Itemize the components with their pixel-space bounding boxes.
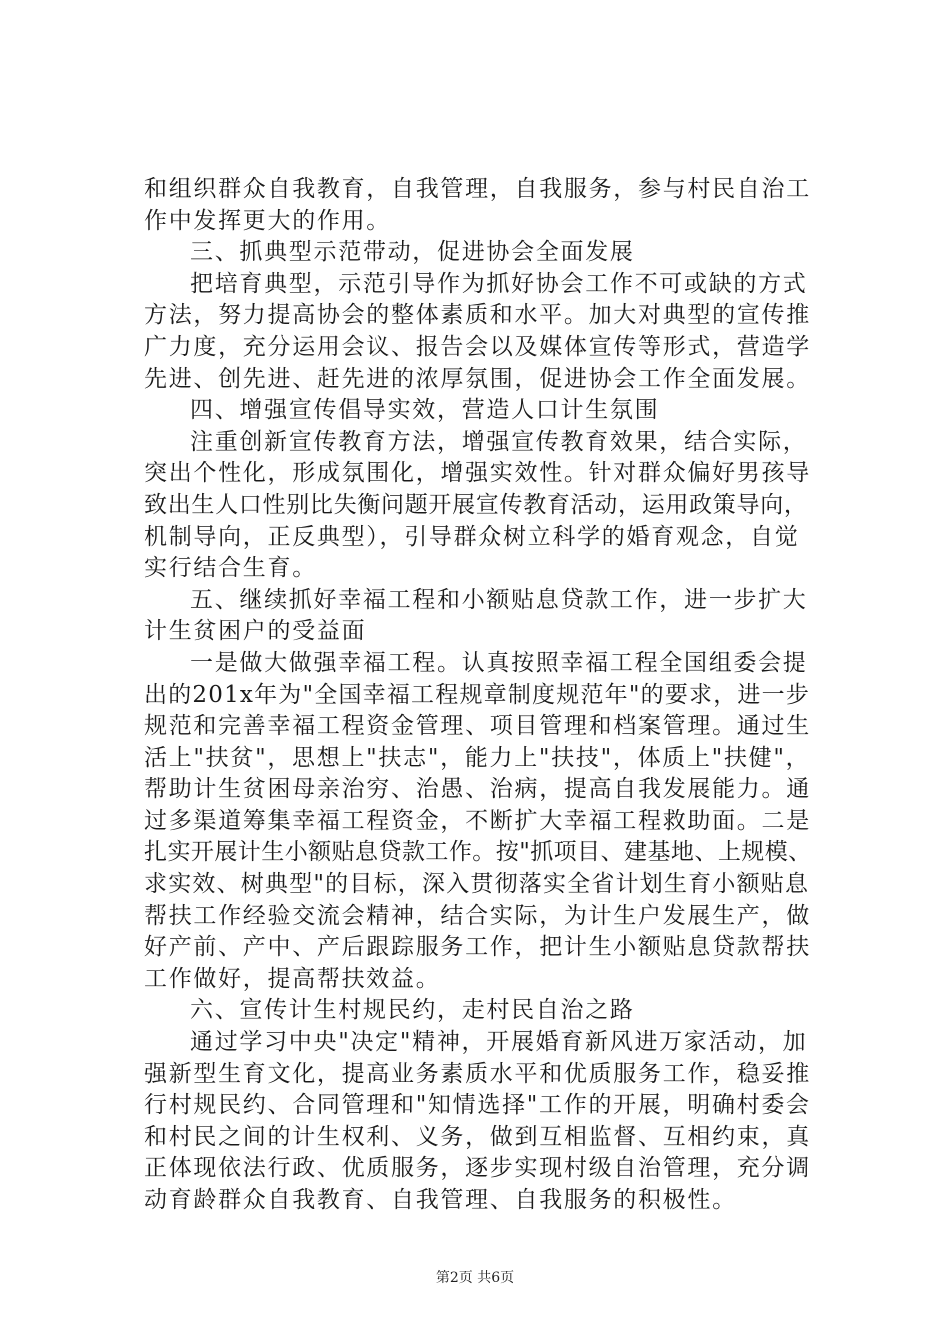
text-line: 四、增强宣传倡导实效，营造人口计生氛围: [190, 397, 660, 424]
text-line: 帮扶工作经验交流会精神，结合实际，为计生户发展生产，做: [144, 902, 811, 929]
text-line: 强新型生育文化，提高业务素质水平和优质服务工作，稳妥推: [144, 1060, 811, 1087]
text-line: 正体现依法行政、优质服务，逐步实现村级自治管理，充分调: [144, 1155, 811, 1182]
text-line: 三、抓典型示范带动，促进协会全面发展: [190, 239, 635, 266]
text-line: 作中发挥更大的作用。: [144, 207, 391, 234]
text-line: 注重创新宣传教育方法，增强宣传教育效果，结合实际，: [190, 428, 808, 455]
text-line: 广力度，充分运用会议、报告会以及媒体宣传等形式，营造学: [144, 333, 811, 360]
text-line: 六、宣传计生村规民约，走村民自治之路: [190, 997, 635, 1024]
text-line: 规范和完善幸福工程资金管理、项目管理和档案管理。通过生: [144, 713, 811, 740]
text-line: 通过学习中央"决定"精神，开展婚育新风进万家活动，加: [190, 1029, 808, 1056]
text-line: 扎实开展计生小额贴息贷款工作。按"抓项目、建基地、上规模、: [144, 839, 812, 866]
text-line: 出的201x年为"全国幸福工程规章制度规范年"的要求，进一步: [144, 681, 811, 708]
text-line: 行村规民约、合同管理和"知情选择"工作的开展，明确村委会: [144, 1092, 811, 1119]
text-line: 计生贫困户的受益面: [144, 618, 367, 645]
text-line: 工作做好，提高帮扶效益。: [144, 965, 441, 992]
text-line: 方法，努力提高协会的整体素质和水平。加大对典型的宣传推: [144, 302, 811, 329]
text-line: 和村民之间的计生权利、义务，做到互相监督、互相约束，真: [144, 1123, 811, 1150]
text-line: 一是做大做强幸福工程。认真按照幸福工程全国组委会提: [190, 649, 808, 676]
text-line: 致出生人口性别比失衡问题开展宣传教育活动，运用政策导向，: [144, 491, 808, 518]
text-line: 和组织群众自我教育，自我管理，自我服务，参与村民自治工: [144, 176, 811, 202]
text-line: 突出个性化，形成氛围化，增强实效性。针对群众偏好男孩导: [144, 460, 811, 487]
text-line: 帮助计生贫困母亲治穷、治愚、治病，提高自我发展能力。通: [144, 776, 811, 803]
text-line: 动育龄群众自我教育、自我管理、自我服务的积极性。: [144, 1187, 737, 1213]
text-line: 求实效、树典型"的目标，深入贯彻落实全省计划生育小额贴息: [144, 871, 810, 898]
text-line: 把培育典型，示范引导作为抓好协会工作不可或缺的方式: [190, 270, 808, 297]
text-line: 活上"扶贫"，思想上"扶志"，能力上"扶技"，体质上"扶健"，: [144, 744, 811, 771]
text-line: 实行结合生育。: [144, 555, 317, 582]
text-line: 先进、创先进、赶先进的浓厚氛围，促进协会工作全面发展。: [144, 365, 811, 392]
text-line: 好产前、产中、产后跟踪服务工作，把计生小额贴息贷款帮扶: [144, 934, 811, 961]
text-line: 机制导向，正反典型），引导群众树立科学的婚育观念，自觉: [144, 523, 800, 550]
text-line: 过多渠道筹集幸福工程资金，不断扩大幸福工程救助面。二是: [144, 807, 811, 834]
text-line: 五、继续抓好幸福工程和小额贴息贷款工作，进一步扩大: [190, 586, 808, 613]
page-footer: 第2页 共6页: [435, 1270, 515, 1286]
document-body: [144, 174, 814, 1217]
